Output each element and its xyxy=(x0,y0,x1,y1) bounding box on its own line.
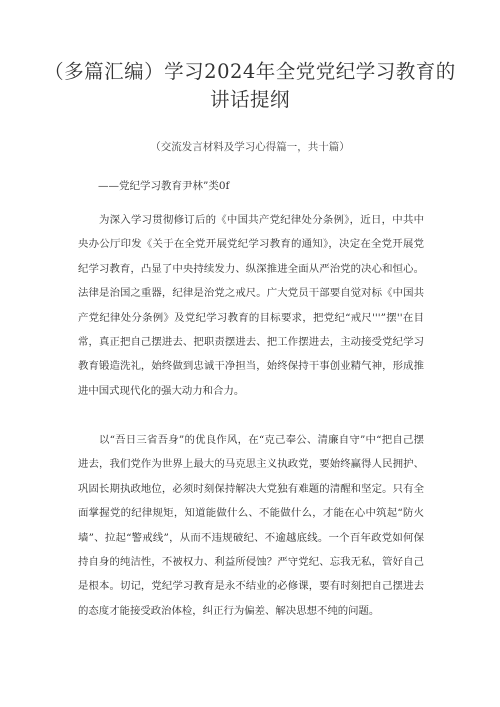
document-subtitle: （交流发言材料及学习心得篇一，共十篇） xyxy=(150,141,350,153)
body-paragraph-2: 以“吾日三省吾身”的优良作风，在“克己奉公、清廉自守”中“把自己摆进去，我们党作为世界上最大的马克思主义执政党，要始终赢得人民拥护、巩固长期执政地位，必须时刻保持解决大党独有难题的清醒和坚定。只有全面掌握党的纪律规矩，知道能做什么、不能做什么，才能在心中筑起“防火墙”、拉起“警戒线”，从而不违规破纪、不逾越底线。一个百年政党如何保持自身的纯洁性，不被权力、利益所侵蚀？严守党纪、忘我无私，管好自己是根本。切记，党纪学习教育是永不结业的必修课，要有时刻把自己摆进去的态度才能接受政治体检，纠正行为偏差、解决思想不纯的问题。 xyxy=(78,434,424,617)
document-byline: ——党纪学习教育尹林”类0f xyxy=(98,180,230,192)
document-title: （多篇汇编）学习2024年全党党纪学习教育的讲话提纲 xyxy=(44,60,456,111)
body-paragraph-1: 为深入学习贯彻修订后的《中国共产党纪律处分条例》，近日，中共中央办公厅印发《关于在全党开展党纪学习教育的通知》，决定在全党开展党纪学习教育，凸显了中央持续发力、纵深推进全面从严治党的决心和恒心。法律是治国之重器，纪律是治党之戒尺。广大党员干部要自觉对标《中国共产党纪律处分条例》及党纪学习教育的目标要求，把党纪“戒尺'''”摆''在目常，真正把自己摆进去、把职责摆进去、把工作摆进去，主动接受党纪学习教育锻造洗礼，始终做到忠诚干净担当，始终保持干事创业精气神，形成推进中国式现代化的强大动力和合力。 xyxy=(78,214,424,397)
